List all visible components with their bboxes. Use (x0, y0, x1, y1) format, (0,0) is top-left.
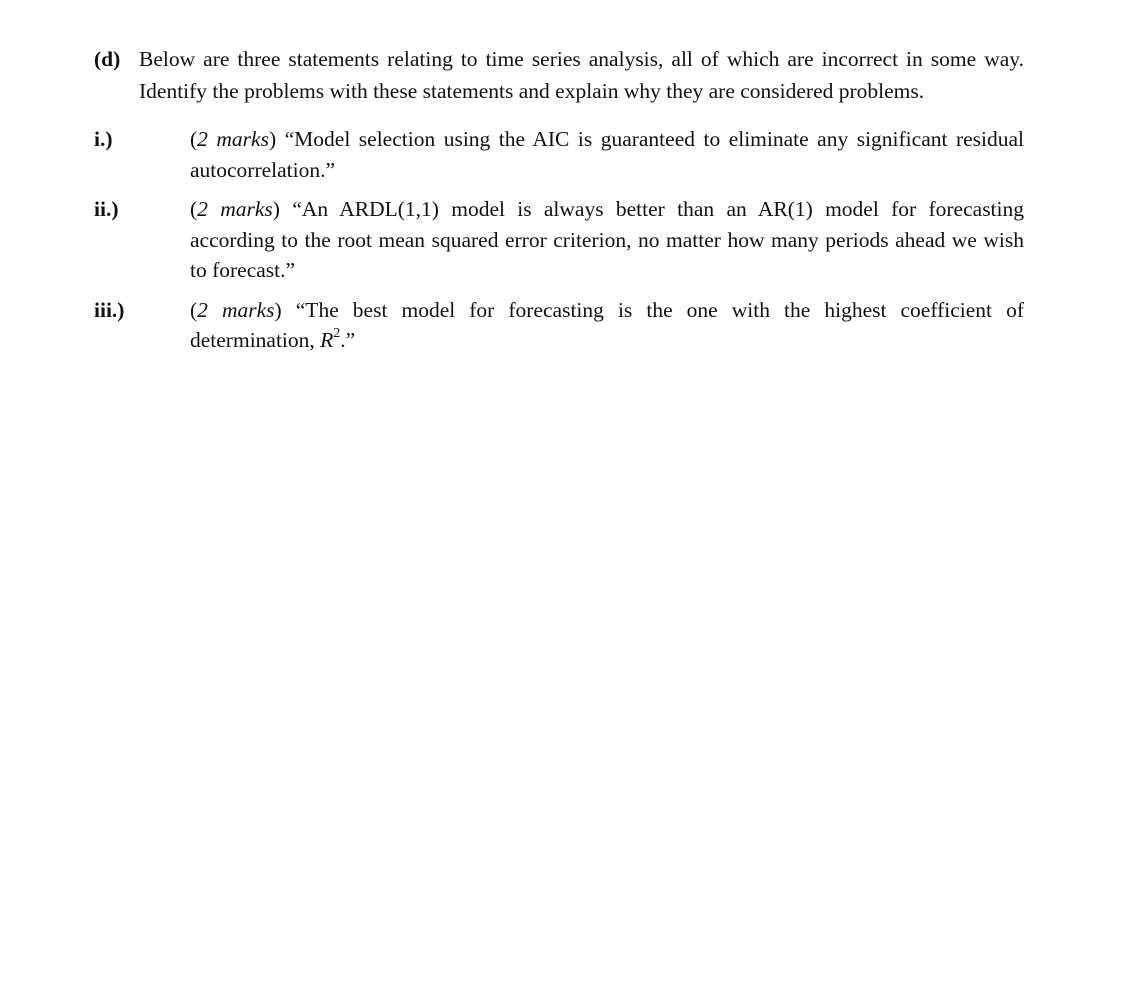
subpart-ii (94, 194, 1024, 286)
subpart-iii (94, 295, 1024, 356)
marks-close: ) (268, 127, 277, 151)
statement-pre: “The best model for forecasting is the one with the highest coefficient of determination, (190, 297, 1024, 352)
statement-post: .” (340, 328, 356, 352)
statement: “An ARDL(1,1) model is always better than an AR(1) model for forecasting according to the root mean squared error criterion, no matter how many periods ahead we wish to forecast.” (190, 197, 1025, 282)
marks: 2 marks (197, 197, 273, 221)
subpart-label: ii.) (94, 197, 119, 221)
question-header (94, 44, 1024, 107)
marks: 2 marks (197, 127, 269, 151)
marks-close: ) (274, 297, 282, 322)
subpart-label: i.) (94, 127, 113, 151)
subpart-label: iii.) (94, 297, 125, 322)
marks-close: ) (272, 197, 280, 221)
subpart-list (94, 124, 1024, 356)
subpart-i (94, 124, 1024, 185)
question-text: Below are three statements relating to time series analysis, all of which are incorrect in some way. Identify the problems with these statements and explain why they are considered problems. (139, 47, 1024, 103)
marks: 2 marks (197, 297, 275, 322)
marks-open: ( (190, 127, 198, 151)
math-symbol: R (320, 328, 334, 352)
statement: “Model selection using the AIC is guaranteed to eliminate any significant residual autocorrelation.” (190, 127, 1025, 182)
question-label: (d) (94, 47, 121, 71)
question-d (94, 44, 1024, 365)
marks-open: ( (190, 197, 198, 221)
marks-open: ( (190, 297, 198, 322)
math-superscript: 2 (333, 325, 341, 341)
